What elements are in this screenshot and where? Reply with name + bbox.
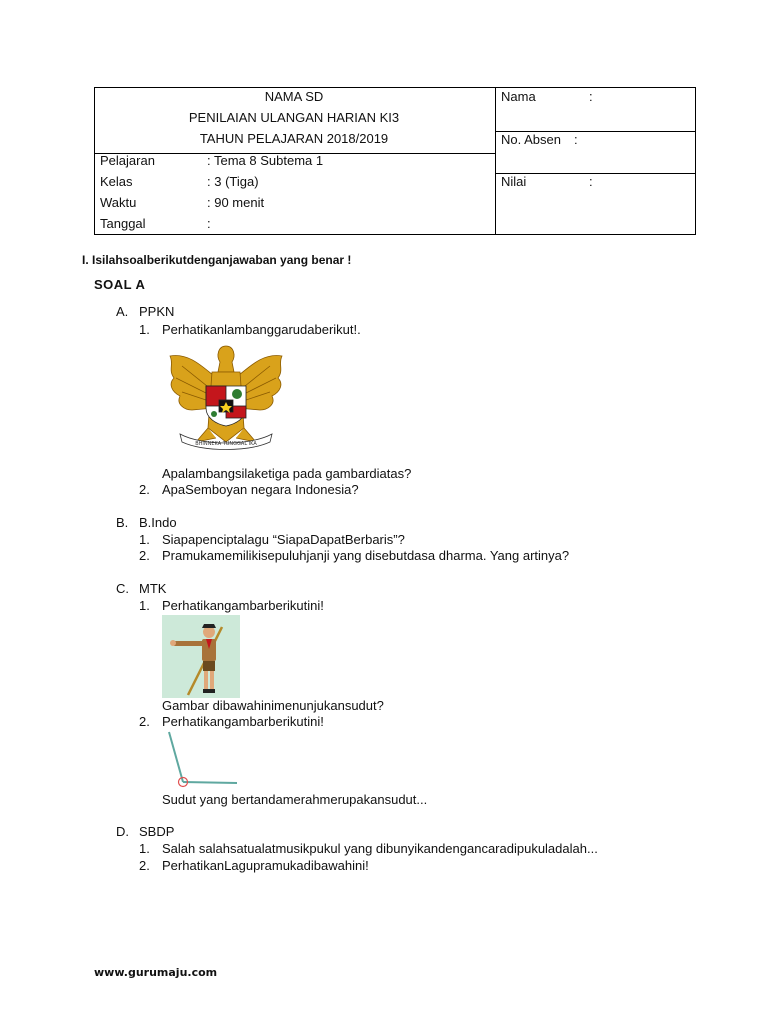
section-d-q1-number: 1.	[139, 841, 150, 856]
colon-nama: :	[589, 89, 593, 104]
section-a-q2: ApaSemboyan negara Indonesia?	[162, 482, 359, 497]
school-name: NAMA SD	[264, 89, 324, 104]
motto-text: BHINNEKA TUNGGAL IKA	[195, 441, 257, 447]
section-b-q1: Siapapenciptalagu “SiapaDapatBerbaris”?	[162, 532, 405, 547]
section-d-title: SBDP	[139, 824, 175, 839]
school-year: TAHUN PELAJARAN 2018/2019	[199, 131, 389, 146]
section-b-letter: B.	[116, 515, 129, 530]
section-b-q2-number: 2.	[139, 548, 150, 563]
section-c-letter: C.	[116, 581, 129, 596]
section-a-q1-number: 1.	[139, 322, 150, 337]
section-c-title: MTK	[139, 581, 167, 596]
scout-background	[162, 615, 240, 698]
section-d-letter: D.	[116, 824, 129, 839]
section-d-q2: PerhatikanLagupramukadibawahini!	[162, 858, 369, 873]
section-b-q1-number: 1.	[139, 532, 150, 547]
value-tanggal: :	[207, 216, 211, 231]
scout-shorts	[203, 661, 215, 671]
section-a-title: PPKN	[139, 304, 175, 319]
angle-arm-slanted	[169, 732, 183, 782]
label-waktu: Waktu	[100, 195, 137, 210]
label-pelajaran: Pelajaran	[100, 153, 155, 168]
angle-image	[165, 730, 240, 790]
section-c-q1: Perhatikangambarberikutini!	[162, 598, 324, 613]
soal-title: SOAL A	[94, 277, 146, 292]
section-d-q1: Salah salahsatualatmusikpukul yang dibunyikandengancaradipukuladalah...	[162, 841, 598, 856]
section-c-q1-number: 1.	[139, 598, 150, 613]
section-a-q2-number: 2.	[139, 482, 150, 497]
section-c-q1-followup: Gambar dibawahinimenunjukansudut?	[162, 698, 384, 713]
label-nama: Nama	[501, 89, 536, 104]
label-nilai: Nilai	[501, 174, 527, 189]
section-d-q2-number: 2.	[139, 858, 150, 873]
exam-title: PENILAIAN ULANGAN HARIAN KI3	[188, 110, 400, 125]
section-a-q1: Perhatikanlambanggarudaberikut!.	[162, 322, 361, 337]
colon-nilai: :	[589, 174, 593, 189]
section-c-q2-number: 2.	[139, 714, 150, 729]
scout-cap	[202, 624, 216, 628]
colon-no-absen: :	[574, 132, 578, 147]
section-b-q2: Pramukamemilikisepuluhjanji yang disebutdasa dharma. Yang artinya?	[162, 548, 570, 563]
footer-url[interactable]: www.gurumaju.com	[94, 966, 218, 979]
shield	[206, 386, 246, 426]
section-c-q2-followup: Sudut yang bertandamerahmerupakansudut...	[162, 792, 428, 807]
label-tanggal: Tanggal	[100, 216, 146, 231]
section-b-title: B.Indo	[139, 515, 177, 530]
scout-salute-image	[162, 615, 240, 698]
section-a-letter: A.	[116, 304, 129, 319]
scout-arm	[174, 641, 204, 646]
garuda-emblem-image	[162, 342, 290, 457]
value-kelas: : 3 (Tiga)	[207, 174, 259, 189]
label-kelas: Kelas	[100, 174, 133, 189]
table-divider-vertical	[495, 88, 496, 234]
instruction: I. Isilahsoalberikutdenganjawaban yang benar !	[82, 253, 352, 267]
value-waktu: : 90 menit	[207, 195, 265, 210]
section-c-q2: Perhatikangambarberikutini!	[162, 714, 324, 729]
value-pelajaran: : Tema 8 Subtema 1	[207, 153, 324, 168]
label-no-absen: No. Absen	[501, 132, 561, 147]
section-a-q1-followup: Apalambangsilaketiga pada gambardiatas?	[162, 466, 412, 481]
angle-arm-horizontal	[183, 782, 237, 783]
